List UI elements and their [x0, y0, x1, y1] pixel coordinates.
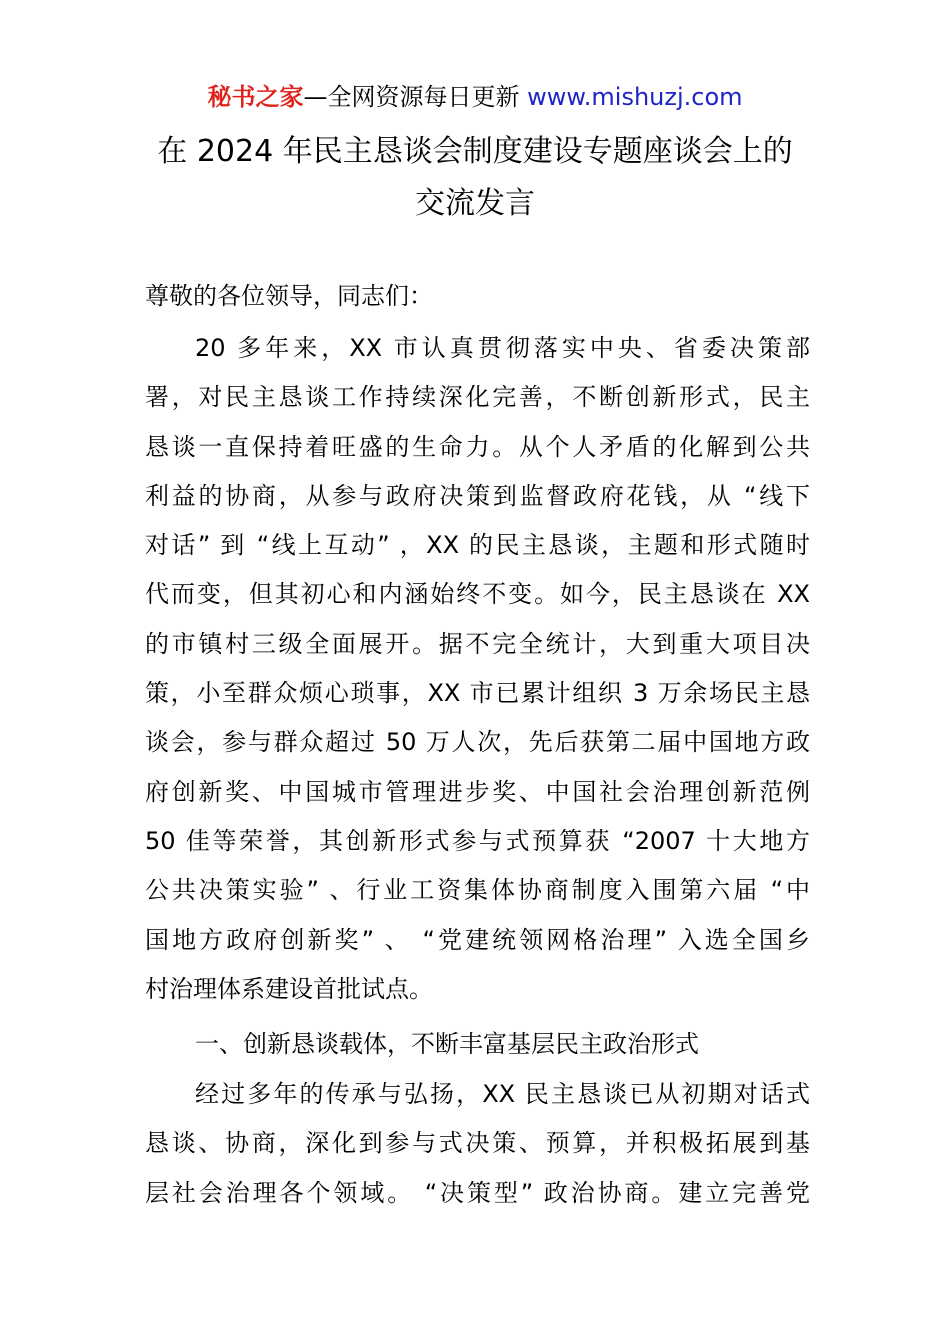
site-banner: [0, 80, 950, 114]
document-title-line-1: 在 2024 年民主恳谈会制度建设专题座谈会上的: [157, 134, 793, 169]
paragraph-line: 恳谈、协商，深化到参与式决策、预算，并积极拓展到基: [145, 1129, 810, 1158]
paragraph-line: 公共决策实验” 、行业工资集体协商制度入围第六届 “中: [145, 876, 810, 905]
paragraph-line: 代而变，但其初心和内涵始终不变。如今，民主恳谈在 XX: [145, 580, 810, 609]
body-paragraph-2: [145, 1070, 810, 1218]
body-paragraph-1: [145, 324, 810, 1014]
paragraph-line: 50 佳等荣誉，其创新形式参与式预算获 “2007 十大地方: [145, 826, 810, 855]
paragraph-line: 府创新奖、中国城市管理进步奖、中国社会治理创新范例: [145, 777, 810, 806]
document-title: [95, 126, 855, 230]
paragraph-line: 村治理体系建设首批试点。: [145, 974, 433, 1003]
section-heading-1: 一、创新恳谈载体，不断丰富基层民主政治形式: [195, 1030, 699, 1058]
paragraph-line: 策，小至群众烦心琐事，XX 市已累计组织 3 万余场民主恳: [145, 679, 810, 708]
paragraph-line: 层社会治理各个领域。 “决策型” 政治协商。建立完善党: [145, 1178, 810, 1207]
paragraph-line: 20 多年来，XX 市认真贯彻落实中央、省委决策部: [195, 334, 810, 362]
document-title-line-2: 交流发言: [415, 186, 535, 221]
banner-tagline: 全网资源每日更新: [327, 83, 520, 111]
brand-name: 秘书之家: [207, 83, 304, 111]
paragraph-line: 对话” 到 “线上互动” ，XX 的民主恳谈，主题和形式随时: [145, 531, 810, 560]
banner-separator: —: [303, 83, 328, 111]
paragraph-line: 恳谈一直保持着旺盛的生命力。从个人矛盾的化解到公共: [145, 432, 810, 461]
paragraph-line: 经过多年的传承与弘扬，XX 民主恳谈已从初期对话式: [195, 1080, 810, 1108]
paragraph-line: 利益的协商，从参与政府决策到监督政府花钱，从 “线下: [145, 481, 810, 510]
site-url-link[interactable]: www.mishuzj.com: [527, 83, 743, 111]
paragraph-line: 谈会，参与群众超过 50 万人次，先后获第二届中国地方政: [145, 728, 810, 757]
paragraph-line: 署，对民主恳谈工作持续深化完善，不断创新形式，民主: [145, 383, 810, 412]
paragraph-line: 的市镇村三级全面展开。据不完全统计，大到重大项目决: [145, 629, 810, 658]
salutation: 尊敬的各位领导，同志们：: [145, 282, 433, 310]
paragraph-line: 国地方政府创新奖” 、 “党建统领网格治理” 入选全国乡: [145, 925, 810, 954]
